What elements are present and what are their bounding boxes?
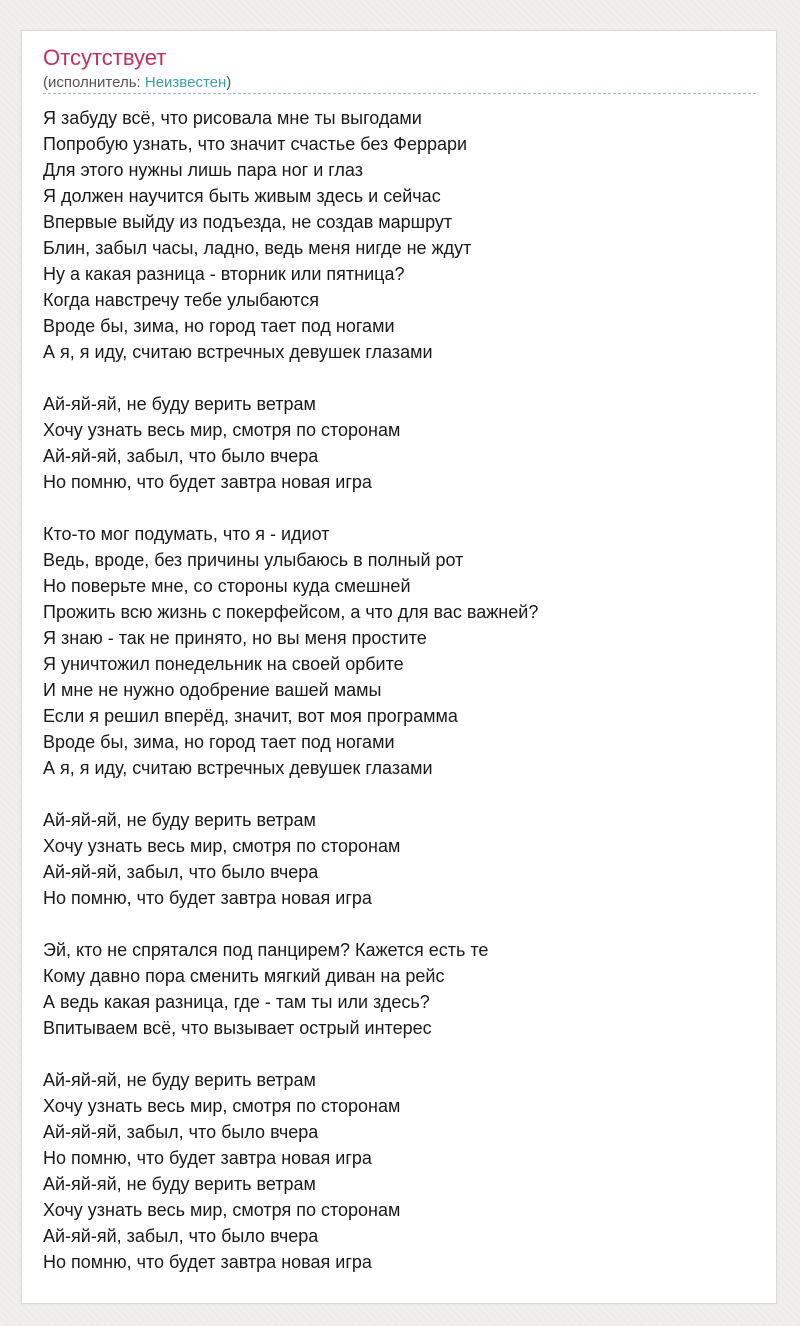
artist-suffix: )	[226, 74, 232, 91]
lyrics-line: Впервые выйду из подъезда, не создав маршрут	[43, 212, 453, 232]
lyrics-line: Хочу узнать весь мир, смотря по сторонам	[43, 1096, 401, 1116]
lyrics-line: Но помню, что будет завтра новая игра	[43, 1148, 372, 1168]
lyrics-line: Хочу узнать весь мир, смотря по сторонам	[43, 420, 401, 440]
lyrics-line: Прожить всю жизнь с покерфейсом, а что для вас важней?	[43, 602, 539, 622]
lyrics-line: Но помню, что будет завтра новая игра	[43, 888, 372, 908]
lyrics-line: Вроде бы, зима, но город тает под ногами	[43, 732, 395, 752]
lyrics-line: Ну а какая разница - вторник или пятница?	[43, 264, 405, 284]
lyrics-line: А я, я иду, считаю встречных девушек глазами	[43, 342, 433, 362]
lyrics-line: Я уничтожил понедельник на своей орбите	[43, 654, 404, 674]
lyrics-card	[21, 30, 777, 1304]
lyrics-line: Если я решил вперёд, значит, вот моя программа	[43, 706, 458, 726]
lyrics-line: Вроде бы, зима, но город тает под ногами	[43, 316, 395, 336]
title-divider	[43, 93, 756, 94]
lyrics-line: Ведь, вроде, без причины улыбаюсь в полный рот	[43, 550, 464, 570]
lyrics-line: Попробую узнать, что значит счастье без Феррари	[43, 134, 468, 154]
lyrics-line: Ай-яй-яй, не буду верить ветрам	[43, 810, 316, 830]
lyrics-line: Ай-яй-яй, забыл, что было вчера	[43, 1122, 319, 1142]
song-title: Отсутствует	[43, 45, 167, 70]
lyrics-line: Ай-яй-яй, забыл, что было вчера	[43, 446, 319, 466]
lyrics-line: А я, я иду, считаю встречных девушек глазами	[43, 758, 433, 778]
lyrics-line: Я знаю - так не принято, но вы меня простите	[43, 628, 427, 648]
lyrics-line: Ай-яй-яй, забыл, что было вчера	[43, 1226, 319, 1246]
lyrics-line: Но помню, что будет завтра новая игра	[43, 472, 372, 492]
artist-prefix: (исполнитель:	[43, 74, 145, 91]
lyrics-stanza	[43, 521, 763, 781]
lyrics-line: Я должен научится быть живым здесь и сейчас	[43, 186, 441, 206]
lyrics-line: Когда навстречу тебе улыбаются	[43, 290, 319, 310]
lyrics-line: Хочу узнать весь мир, смотря по сторонам	[43, 1200, 401, 1220]
lyrics-stanza	[43, 105, 763, 365]
lyrics-line: Я забуду всё, что рисовала мне ты выгодами	[43, 108, 422, 128]
lyrics-line: Но поверьте мне, со стороны куда смешней	[43, 576, 411, 596]
lyrics-line: Ай-яй-яй, не буду верить ветрам	[43, 1070, 316, 1090]
lyrics-line: А ведь какая разница, где - там ты или здесь?	[43, 992, 430, 1012]
lyrics-body	[43, 105, 763, 1301]
artist-line	[43, 73, 231, 93]
lyrics-line: Кто-то мог подумать, что я - идиот	[43, 524, 330, 544]
lyrics-line: Ай-яй-яй, забыл, что было вчера	[43, 862, 319, 882]
lyrics-line: Хочу узнать весь мир, смотря по сторонам	[43, 836, 401, 856]
lyrics-stanza	[43, 937, 763, 1041]
lyrics-line: Ай-яй-яй, не буду верить ветрам	[43, 394, 316, 414]
lyrics-stanza	[43, 1067, 763, 1275]
lyrics-line: Для этого нужны лишь пара ног и глаз	[43, 160, 363, 180]
lyrics-line: Впитываем всё, что вызывает острый интерес	[43, 1018, 432, 1038]
lyrics-line: Ай-яй-яй, не буду верить ветрам	[43, 1174, 316, 1194]
lyrics-line: Кому давно пора сменить мягкий диван на рейс	[43, 966, 445, 986]
lyrics-stanza	[43, 807, 763, 911]
lyrics-line: Эй, кто не спрятался под панцирем? Кажется есть те	[43, 940, 489, 960]
lyrics-line: Но помню, что будет завтра новая игра	[43, 1252, 372, 1272]
lyrics-stanza	[43, 391, 763, 495]
artist-link[interactable]: Неизвестен	[144, 74, 227, 91]
lyrics-line: И мне не нужно одобрение вашей мамы	[43, 680, 382, 700]
lyrics-line: Блин, забыл часы, ладно, ведь меня нигде не ждут	[43, 238, 472, 258]
